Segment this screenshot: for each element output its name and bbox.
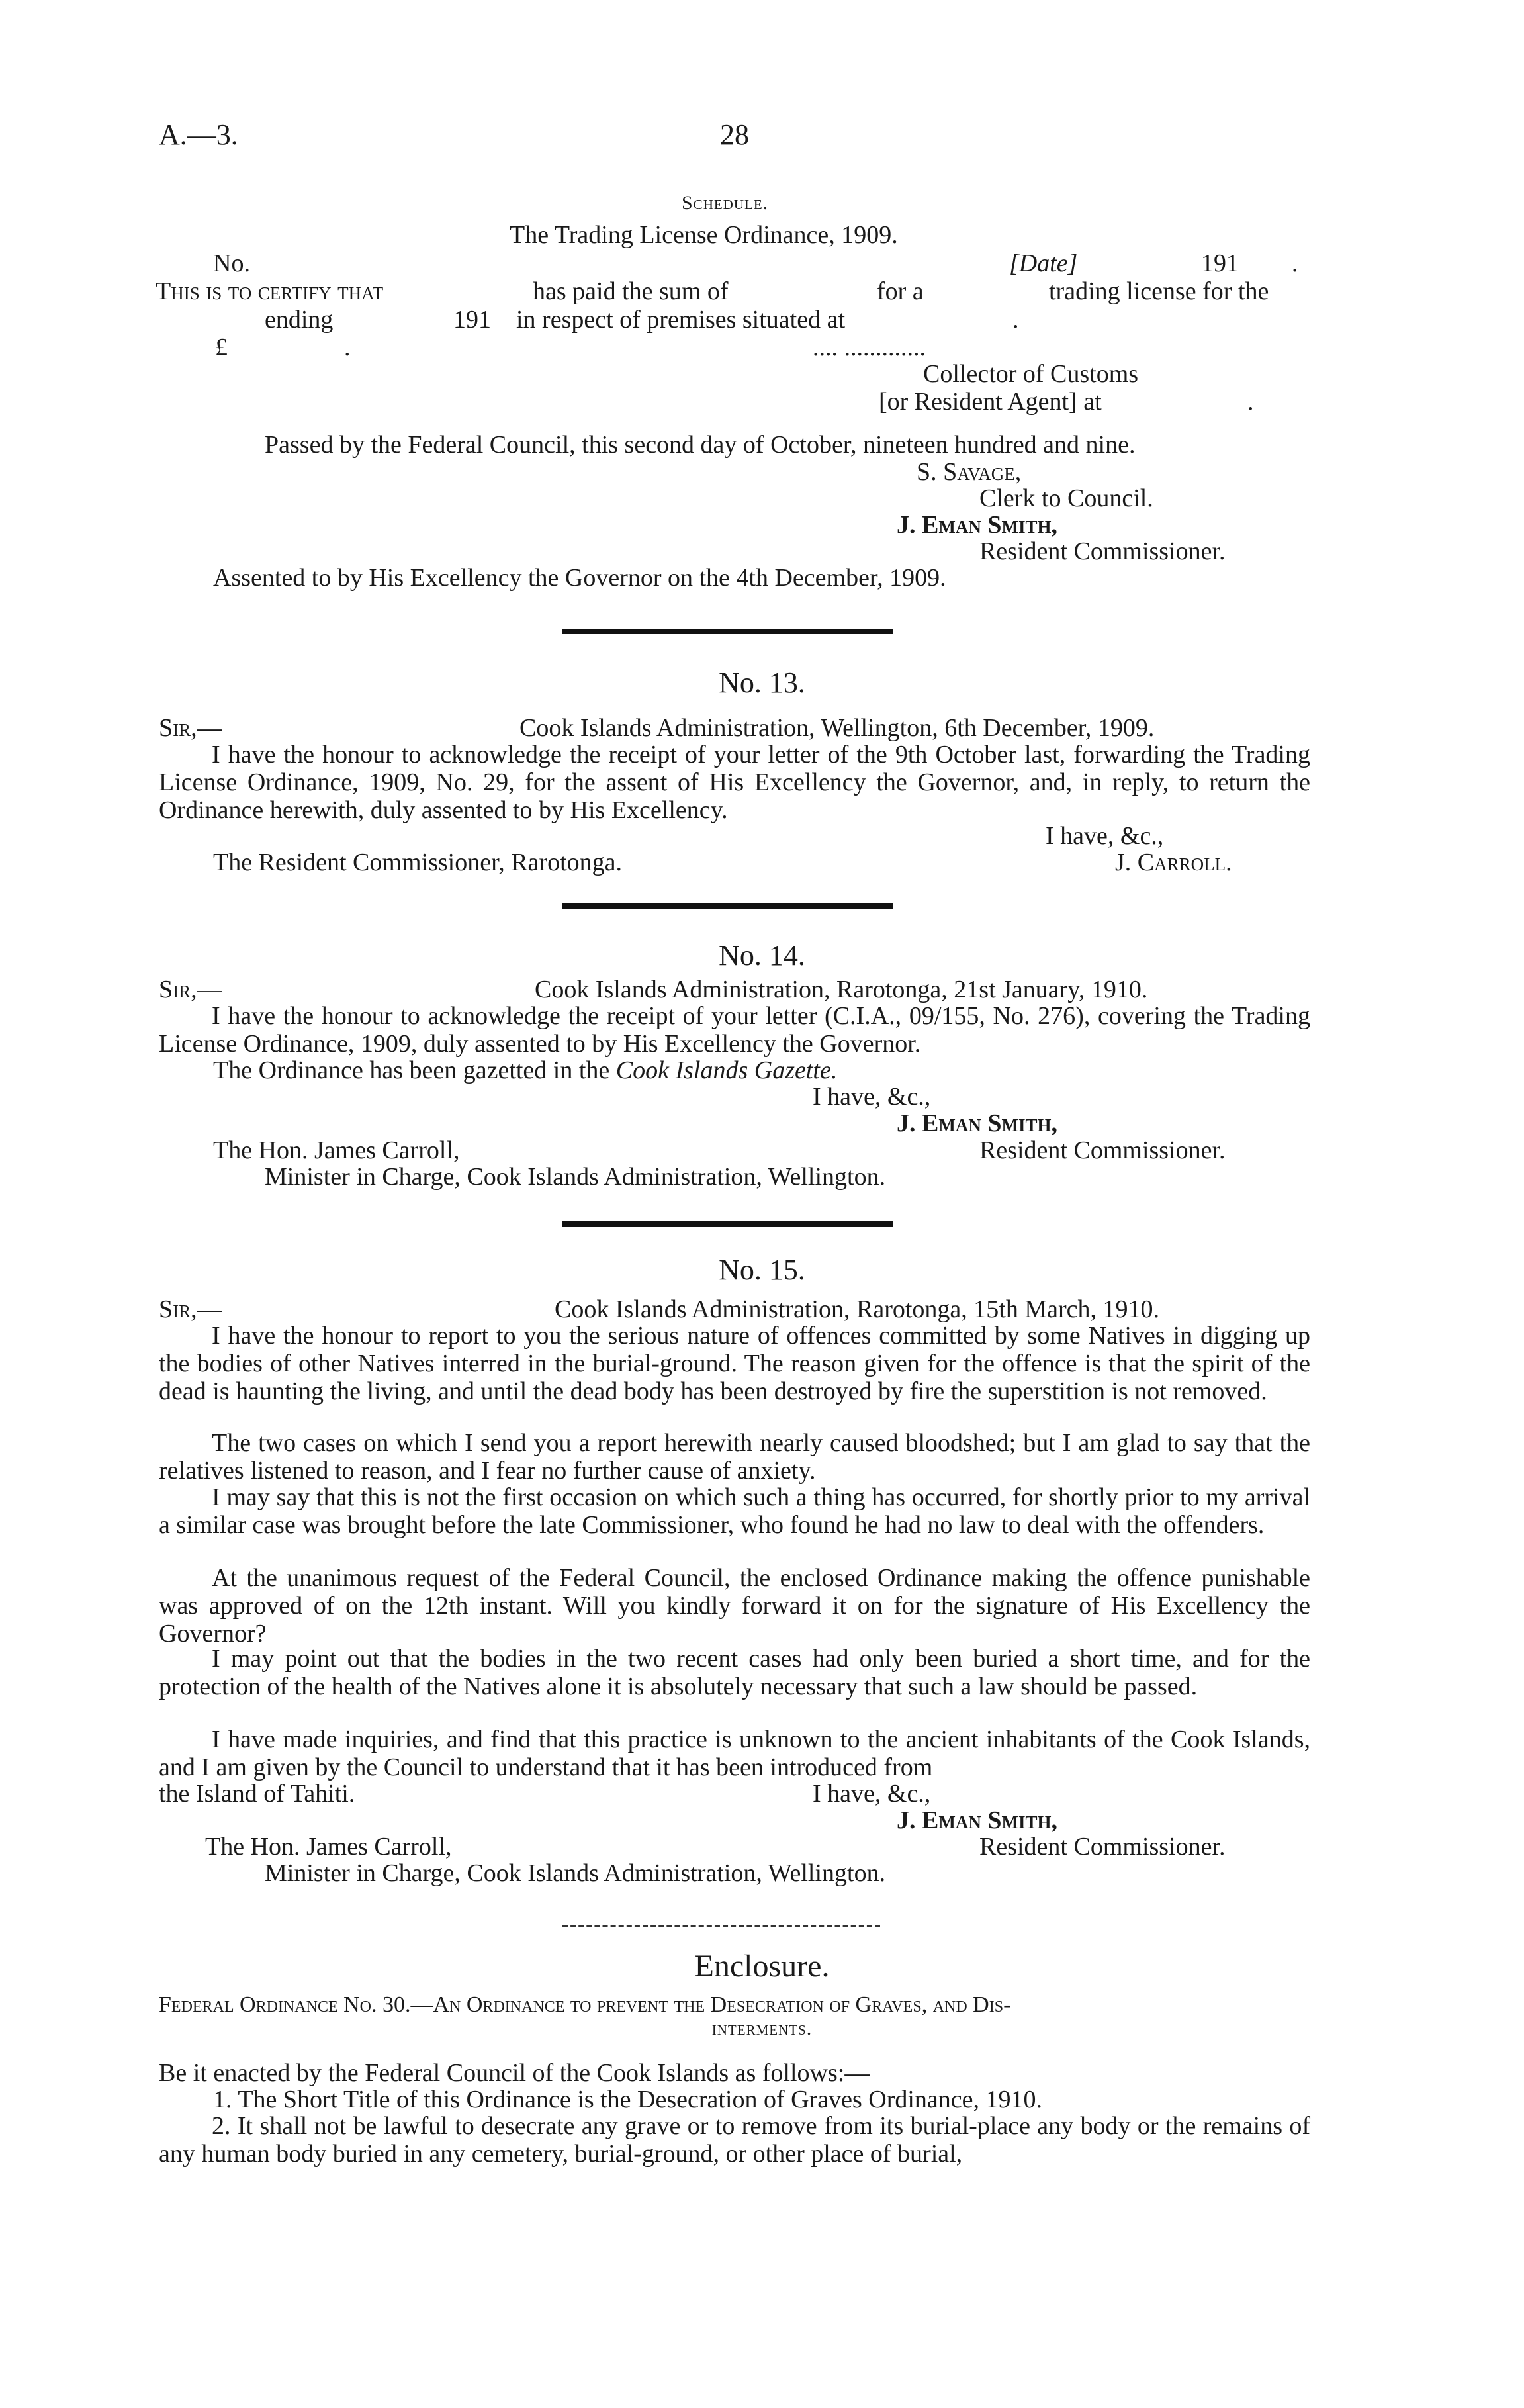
letter-13-closing: I have, &c., [1046,822,1164,850]
schedule-certify-3: for a [877,277,924,305]
enclosure-enacted: Be it enacted by the Federal Council of the Cook Islands as follows:— [159,2059,870,2087]
schedule-pound-dot: . [344,334,351,361]
enclosure-ordinance-title-cont: interments. [711,2017,813,2039]
document-series: A.—3. [159,118,238,151]
schedule-clerk-title: Clerk to Council. [979,485,1153,512]
letter-14-addressee: The Hon. James Carroll, [213,1136,460,1164]
schedule-commissioner-title: Resident Commissioner. [979,537,1226,565]
schedule-date-year: 191 [1201,250,1239,277]
section-rule [562,629,893,634]
letter-15-closing: I have, &c., [813,1780,931,1808]
letter-15-para-2: The two cases on which I send you a report herewith nearly caused bloodshed; but I am glad to say that the relatives listened to reason, and I fear no further cause of anxiety. [159,1429,1310,1485]
letter-13-dateline: Cook Islands Administration, Wellington, 6th December, 1909. [519,714,1155,742]
letter-14-addressee-title: Minister in Charge, Cook Islands Administration, Wellington. [265,1163,886,1191]
schedule-premises-dot: . [1012,306,1019,334]
letter-14-body: I have the honour to acknowledge the receipt of your letter (C.I.A., 09/155, No. 276), covering the Trading License Ordinance, 1909, duly assented to by His Excellency the Governor. [159,1002,1310,1058]
section-rule [562,1221,893,1227]
letter-14-gazette: Cook Islands Gazette. [615,1056,838,1084]
letter-15-dateline: Cook Islands Administration, Rarotonga, 15th March, 1910. [555,1295,1160,1323]
letter-14-signature: J. Eman Smith, [897,1109,1057,1137]
schedule-signature-line: .... ............. [813,334,926,361]
page-number: 28 [720,118,749,151]
schedule-no-label: No. [213,250,250,277]
schedule-passed: Passed by the Federal Council, this second day of October, nineteen hundred and nine. [265,431,1136,459]
letter-14-signature-title: Resident Commissioner. [979,1136,1226,1164]
letter-14-gazette-line [213,1057,837,1085]
letter-13-addressee: The Resident Commissioner, Rarotonga. [213,849,623,876]
letter-15-para-6: I have made inquiries, and find that this practice is unknown to the ancient inhabitants of the Cook Islands, and I am given by the Council to understand that it has been introduced from [159,1726,1310,1781]
schedule-title: Schedule. [682,192,769,214]
schedule-date-label: [Date] [1009,250,1078,277]
schedule-assented: Assented to by His Excellency the Governor on the 4th December, 1909. [213,564,946,592]
schedule-certify-2: has paid the sum of [533,277,729,305]
letter-14-closing: I have, &c., [813,1083,931,1111]
section-dashed-rule [562,1925,880,1927]
letter-15-number: No. 15. [719,1254,805,1286]
schedule-premises: in respect of premises situated at [516,306,846,334]
letter-15-addressee: The Hon. James Carroll, [205,1833,452,1861]
letter-15-signature: J. Eman Smith, [897,1806,1057,1834]
letter-14-salutation: Sir,— [159,976,222,1003]
letter-15-para-4: At the unanimous request of the Federal Council, the enclosed Ordinance making the offence punishable was approved of on the 12th instant. Will you kindly forward it on for the signature of His Excellency the Governor? [159,1564,1310,1647]
schedule-clerk-name: S. Savage, [917,458,1022,486]
letter-14-number: No. 14. [719,939,805,972]
schedule-certify-4: trading license for the [1049,277,1269,305]
schedule-resident-agent: [or Resident Agent] at [879,388,1102,416]
letter-13-signature: J. Carroll. [1115,849,1232,876]
letter-15-para-1: I have the honour to report to you the serious nature of offences committed by some Natives in digging up the bodies of other Natives interred in the burial-ground. The reason given for the offence is that the spirit of the dead is haunting the living, and until the dead body has been destroyed by fire the superstition is not removed. [159,1322,1310,1405]
enclosure-clause-2: 2. It shall not be lawful to desecrate any grave or to remove from its burial-place any body or the remains of any human body buried in any cemetery, burial-ground, or other place of burial, [159,2112,1310,2168]
letter-15-para-3: I may say that this is not the first occasion on which such a thing has occurred, for shortly prior to my arrival a similar case was brought before the late Commissioner, who found he had no law to deal with the offenders. [159,1483,1310,1539]
letter-14-body-2: The Ordinance has been gazetted in the [213,1056,610,1084]
letter-15-para-5: I may point out that the bodies in the two recent cases had only been buried a short time, and for the protection of the health of the Natives alone it is absolutely necessary that such a law should be passed. [159,1645,1310,1700]
letter-15-salutation: Sir,— [159,1295,222,1323]
schedule-ending: ending [265,306,334,334]
letter-13-body: I have the honour to acknowledge the receipt of your letter of the 9th October last, forwarding the Trading License Ordinance, 1909, No. 29, for the assent of His Excellency the Governor, and, in reply, to return the Ordinance herewith, duly assented to by His Excellency. [159,741,1310,824]
schedule-subtitle: The Trading License Ordinance, 1909. [510,221,898,249]
letter-14-dateline: Cook Islands Administration, Rarotonga, 21st January, 1910. [535,976,1148,1003]
letter-15-addressee-title: Minister in Charge, Cook Islands Administration, Wellington. [265,1859,886,1887]
schedule-date-dot: . [1292,250,1298,277]
enclosure-ordinance-title: Federal Ordinance No. 30.—An Ordinance to prevent the Desecration of Graves, and Dis- [159,1992,1011,2017]
schedule-agent-dot: . [1247,388,1254,416]
letter-13-number: No. 13. [719,667,805,699]
schedule-pound-sign: £ [215,334,228,361]
letter-13-salutation: Sir,— [159,714,222,742]
letter-15-para-6-end: the Island of Tahiti. [159,1780,355,1808]
schedule-ending-year: 191 [453,306,491,334]
schedule-commissioner-name: J. Eman Smith, [897,511,1057,539]
section-rule [562,903,893,909]
enclosure-clause-1: 1. The Short Title of this Ordinance is the Desecration of Graves Ordinance, 1910. [213,2086,1043,2113]
letter-15-signature-title: Resident Commissioner. [979,1833,1226,1861]
schedule-collector: Collector of Customs [923,360,1139,388]
schedule-certify-1: This is to certify that [156,277,384,305]
enclosure-title: Enclosure. [694,1949,830,1984]
